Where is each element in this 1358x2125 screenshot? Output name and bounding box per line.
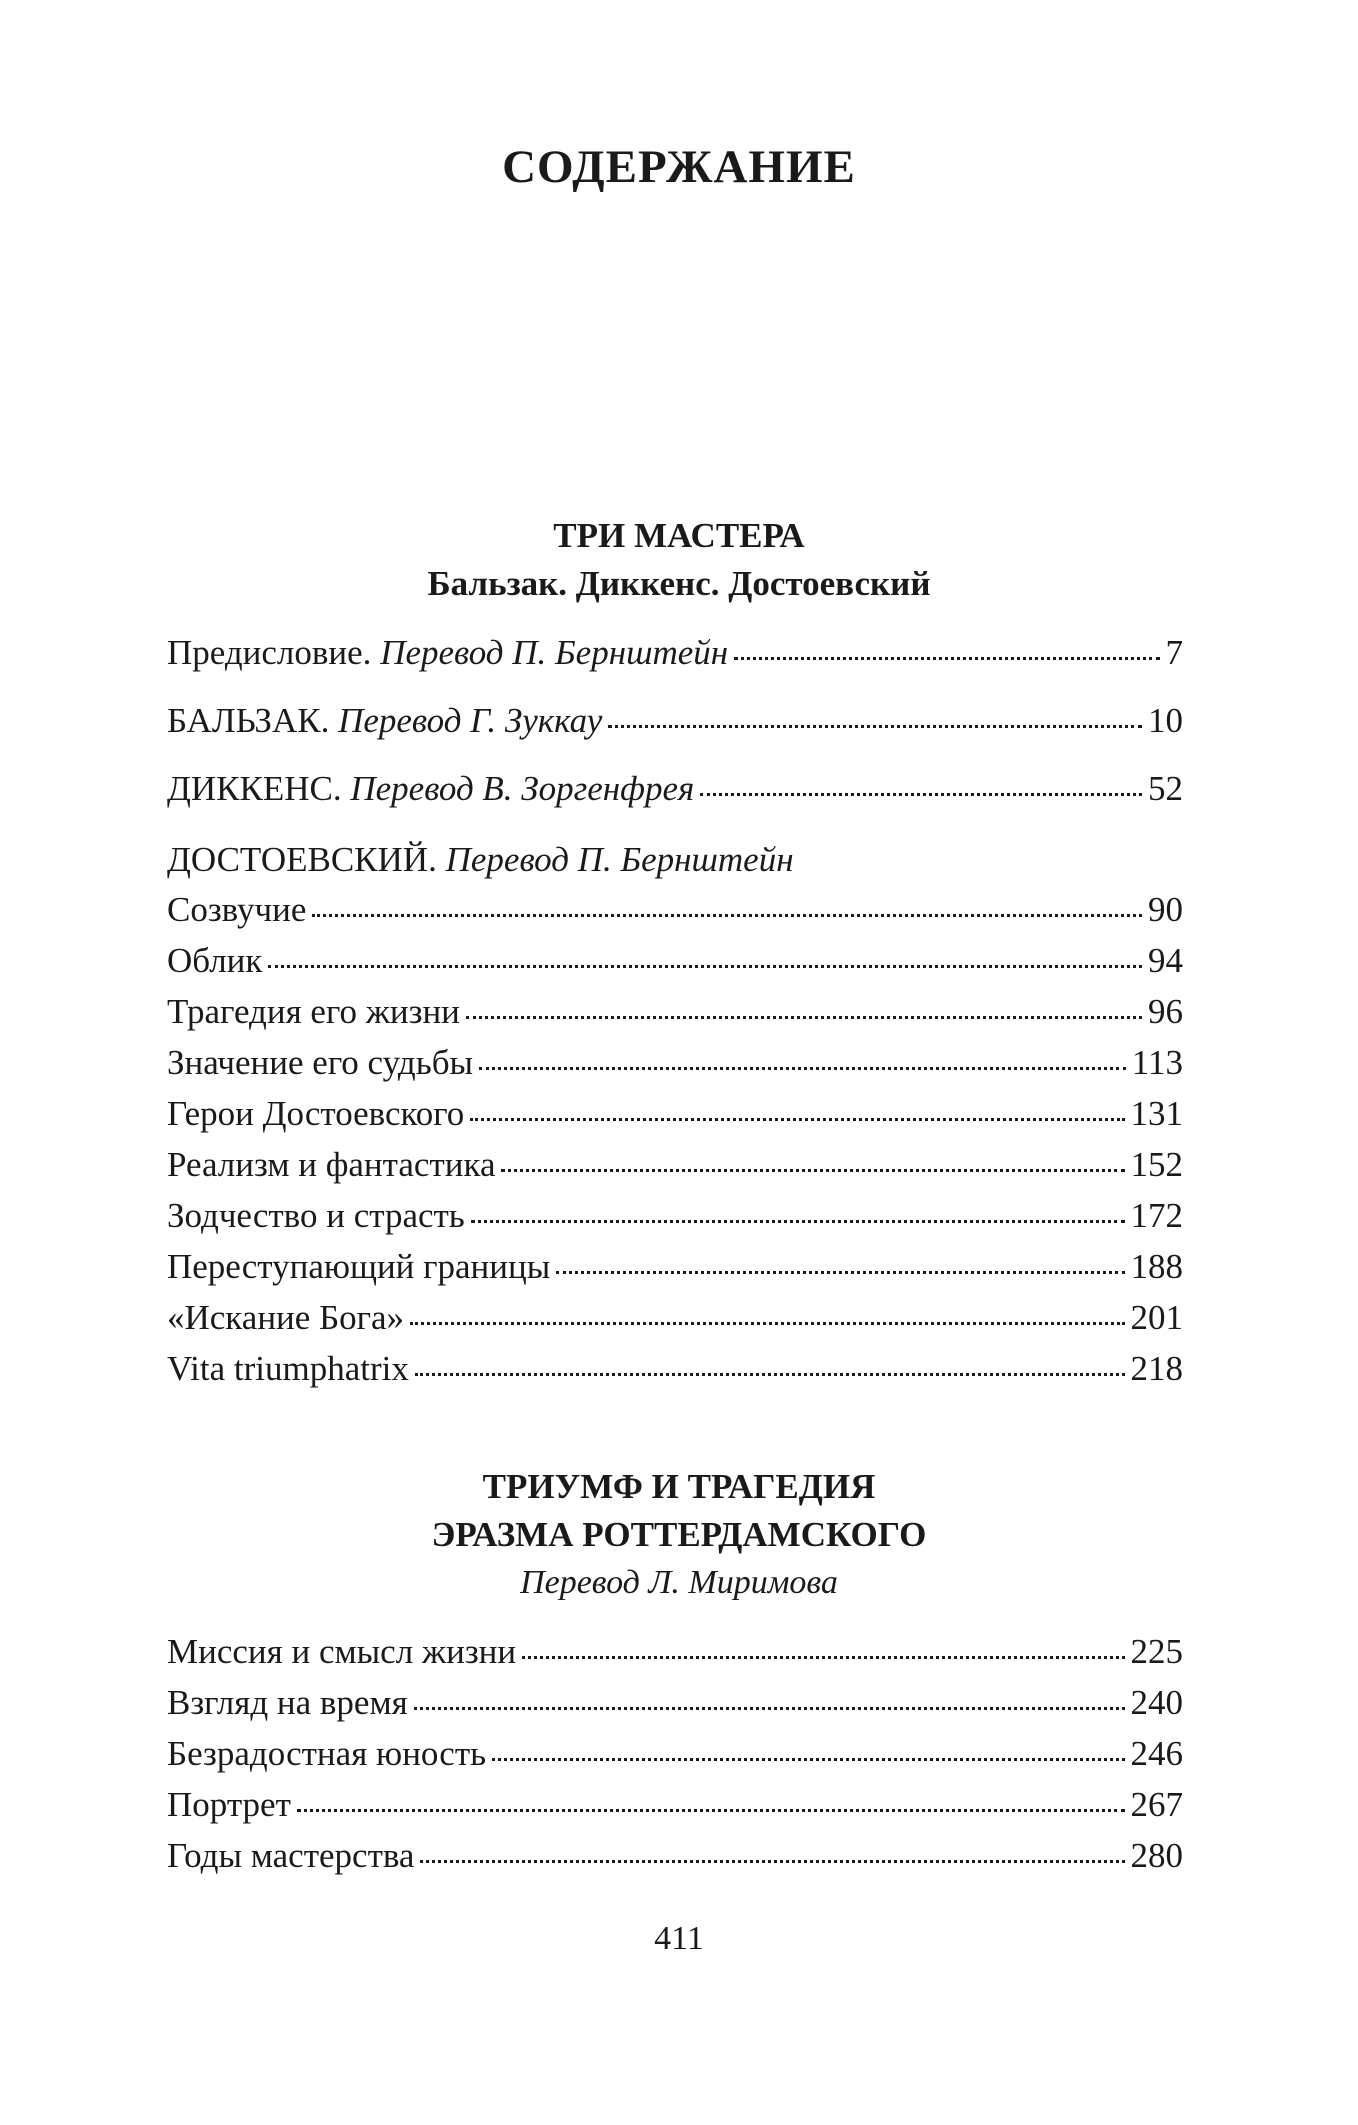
- toc-chapter[interactable]: [167, 936, 1183, 986]
- page-number: 411: [654, 1920, 704, 1957]
- toc-chapter[interactable]: [167, 885, 1183, 935]
- toc-entry-preface[interactable]: [167, 628, 1183, 678]
- toc-entry-dickens[interactable]: [167, 764, 1183, 814]
- chapter-page-number: 152: [1130, 1145, 1183, 1184]
- chapter-page-number: 94: [1148, 941, 1183, 980]
- chapter-page-number: 280: [1130, 1836, 1183, 1875]
- chapter-label: Трагедия его жизни: [167, 992, 460, 1031]
- dot-leader: [297, 1809, 1125, 1812]
- section-translator: Перевод Л. Миримова: [520, 1564, 838, 1601]
- toc-chapter[interactable]: [167, 1344, 1183, 1394]
- entry-page-number: 7: [1165, 633, 1183, 672]
- entry-translator: Перевод П. Бернштейн: [445, 840, 794, 879]
- dot-leader: [414, 1707, 1125, 1710]
- chapter-page-number: 131: [1130, 1094, 1183, 1133]
- chapter-page-number: 267: [1130, 1785, 1183, 1824]
- dot-leader: [734, 657, 1159, 660]
- toc-heading-dostoevsky: [167, 835, 794, 885]
- chapter-page-number: 96: [1148, 992, 1183, 1031]
- chapter-label: Миссия и смысл жизни: [167, 1632, 517, 1671]
- dot-leader: [268, 965, 1142, 968]
- chapter-page-number: 246: [1130, 1734, 1183, 1773]
- toc-chapter[interactable]: [167, 1242, 1183, 1292]
- dot-leader: [479, 1067, 1126, 1070]
- dot-leader: [700, 793, 1142, 796]
- dot-leader: [410, 1322, 1124, 1325]
- entry-page-number: 52: [1148, 769, 1183, 808]
- toc-chapter[interactable]: [167, 1678, 1183, 1728]
- dot-leader: [556, 1271, 1124, 1274]
- toc-chapter[interactable]: [167, 987, 1183, 1037]
- entry-label: ДОСТОЕВСКИЙ.: [167, 840, 437, 879]
- dot-leader: [470, 1118, 1124, 1121]
- toc-chapter[interactable]: [167, 1089, 1183, 1139]
- chapter-label: Vita triumphatrix: [167, 1349, 409, 1388]
- chapter-label: Реализм и фантастика: [167, 1145, 496, 1184]
- chapter-page-number: 218: [1130, 1349, 1183, 1388]
- section-title-line1: ТРИУМФ И ТРАГЕДИЯ: [482, 1467, 876, 1506]
- toc-chapter[interactable]: [167, 1627, 1183, 1677]
- chapter-label: Портрет: [167, 1785, 291, 1824]
- chapter-page-number: 225: [1130, 1632, 1183, 1671]
- entry-translator: Перевод П. Бернштейн: [380, 633, 729, 672]
- entry-translator: Перевод В. Зоргенфрея: [350, 769, 695, 808]
- chapter-label: Герои Достоевского: [167, 1094, 465, 1133]
- entry-label: Предисловие.: [167, 633, 372, 672]
- dot-leader: [608, 725, 1142, 728]
- chapter-label: Переступающий границы: [167, 1247, 551, 1286]
- dot-leader: [466, 1016, 1142, 1019]
- toc-chapter[interactable]: [167, 1729, 1183, 1779]
- chapter-label: Годы мастерства: [167, 1836, 415, 1875]
- chapter-page-number: 90: [1148, 890, 1183, 929]
- dot-leader: [415, 1373, 1125, 1376]
- chapter-label: Облик: [167, 941, 263, 980]
- section-title-line2: ЭРАЗМА РОТТЕРДАМСКОГО: [431, 1515, 927, 1554]
- toc-entry-balzac[interactable]: [167, 696, 1183, 746]
- chapter-label: «Искание Бога»: [167, 1298, 405, 1337]
- dot-leader: [501, 1169, 1124, 1172]
- chapter-page-number: 113: [1131, 1043, 1183, 1082]
- entry-label: ДИККЕНС.: [167, 769, 342, 808]
- toc-chapter[interactable]: [167, 1831, 1183, 1881]
- chapter-label: Зодчество и страсть: [167, 1196, 465, 1235]
- chapter-page-number: 240: [1130, 1683, 1183, 1722]
- section-subtitle: Бальзак. Диккенс. Достоевский: [427, 564, 931, 603]
- page-title: СОДЕРЖАНИЕ: [502, 141, 856, 193]
- chapter-page-number: 172: [1130, 1196, 1183, 1235]
- toc-chapter[interactable]: [167, 1293, 1183, 1343]
- entry-translator: Перевод Г. Зуккау: [338, 701, 603, 740]
- dot-leader: [471, 1220, 1125, 1223]
- dot-leader: [492, 1758, 1124, 1761]
- chapter-page-number: 201: [1130, 1298, 1183, 1337]
- chapter-label: Взгляд на время: [167, 1683, 408, 1722]
- section-header-three-masters: [0, 512, 1358, 608]
- toc-chapter[interactable]: [167, 1191, 1183, 1241]
- toc-chapter[interactable]: [167, 1140, 1183, 1190]
- chapter-page-number: 188: [1130, 1247, 1183, 1286]
- entry-page-number: 10: [1148, 701, 1183, 740]
- chapter-label: Значение его судьбы: [167, 1043, 474, 1082]
- dot-leader: [312, 914, 1142, 917]
- chapter-label: Безрадостная юность: [167, 1734, 487, 1773]
- toc-chapter[interactable]: [167, 1780, 1183, 1830]
- chapter-label: Созвучие: [167, 890, 307, 929]
- section-title: ТРИ МАСТЕРА: [553, 516, 805, 555]
- entry-label: БАЛЬЗАК.: [167, 701, 330, 740]
- toc-chapter[interactable]: [167, 1038, 1183, 1088]
- section-header-erasmus: [0, 1463, 1358, 1607]
- dot-leader: [522, 1656, 1124, 1659]
- dot-leader: [420, 1860, 1124, 1863]
